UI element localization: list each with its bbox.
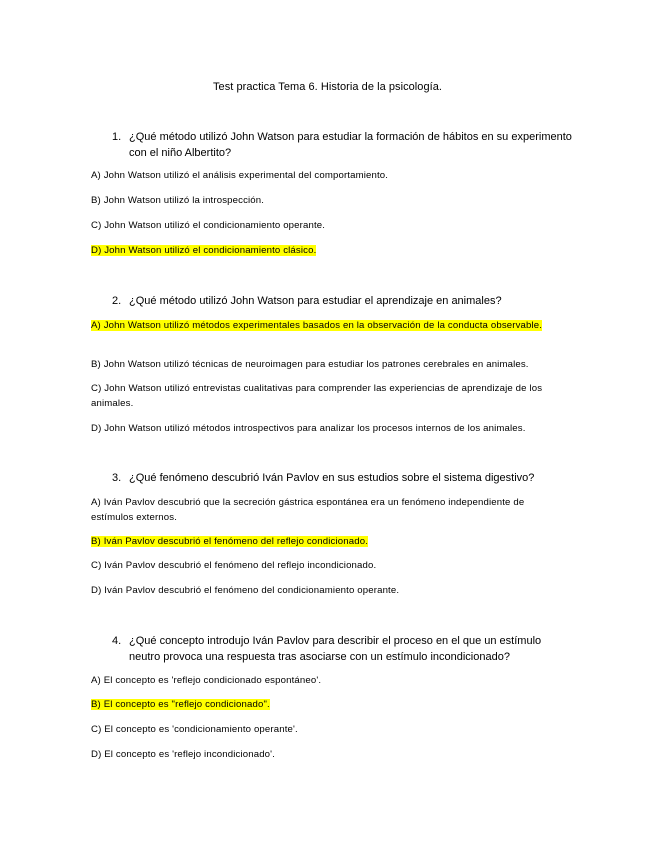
question-1 (112, 129, 572, 161)
question-2-option-d: D) John Watson utilizó métodos introspectivos para analizar los procesos internos de los animales. (91, 423, 526, 434)
question-4-option-a: A) El concepto es 'reflejo condicionado espontáneo'. (91, 675, 322, 686)
question-3-option-a: A) Iván Pavlov descubrió que la secreción gástrica espontánea era un fenómeno independiente de estímulos externos. (91, 497, 525, 523)
question-4-option-d: D) El concepto es 'reflejo incondicionado'. (91, 749, 275, 760)
question-3 (112, 470, 572, 486)
question-1-text: ¿Qué método utilizó John Watson para estudiar la formación de hábitos en su experimento con el niño Albertito? (129, 131, 572, 159)
question-2-number: 2. (112, 295, 122, 307)
question-2-option-a-highlighted: A) John Watson utilizó métodos experimentales basados en la observación de la conducta observable. (91, 320, 543, 331)
question-1-option-d-highlighted: D) John Watson utilizó el condicionamiento clásico. (91, 245, 317, 256)
question-2-text: ¿Qué método utilizó John Watson para estudiar el aprendizaje en animales? (129, 295, 502, 307)
question-3-option-c: C) Iván Pavlov descubrió el fenómeno del reflejo incondicionado. (91, 560, 377, 571)
question-2-option-c: C) John Watson utilizó entrevistas cualitativas para comprender las experiencias de aprendizaje de los animales. (91, 383, 543, 409)
question-4-text: ¿Qué concepto introdujo Iván Pavlov para describir el proceso en el que un estímulo neutro provoca una respuesta tras asociarse con un estímulo incondicionado? (129, 635, 542, 663)
document-title: Test practica Tema 6. Historia de la psicología. (212, 81, 443, 93)
question-3-option-b-highlighted: B) Iván Pavlov descubrió el fenómeno del reflejo condicionado. (91, 536, 369, 547)
question-3-number: 3. (112, 472, 122, 484)
question-1-option-a: A) John Watson utilizó el análisis experimental del comportamiento. (91, 170, 389, 181)
question-3-text: ¿Qué fenómeno descubrió Iván Pavlov en sus estudios sobre el sistema digestivo? (129, 472, 535, 484)
question-2-option-b: B) John Watson utilizó técnicas de neuroimagen para estudiar los patrones cerebrales en animales. (91, 359, 529, 370)
question-4-option-b-highlighted: B) El concepto es "reflejo condicionado". (91, 699, 270, 710)
question-3-option-d: D) Iván Pavlov descubrió el fenómeno del condicionamiento operante. (91, 585, 400, 596)
question-1-number: 1. (112, 131, 122, 143)
question-2 (112, 293, 572, 309)
question-4 (112, 633, 572, 665)
question-1-option-b: B) John Watson utilizó la introspección. (91, 195, 265, 206)
question-1-option-c: C) John Watson utilizó el condicionamiento operante. (91, 220, 326, 231)
question-4-number: 4. (112, 635, 122, 647)
question-4-option-c: C) El concepto es 'condicionamiento operante'. (91, 724, 298, 735)
